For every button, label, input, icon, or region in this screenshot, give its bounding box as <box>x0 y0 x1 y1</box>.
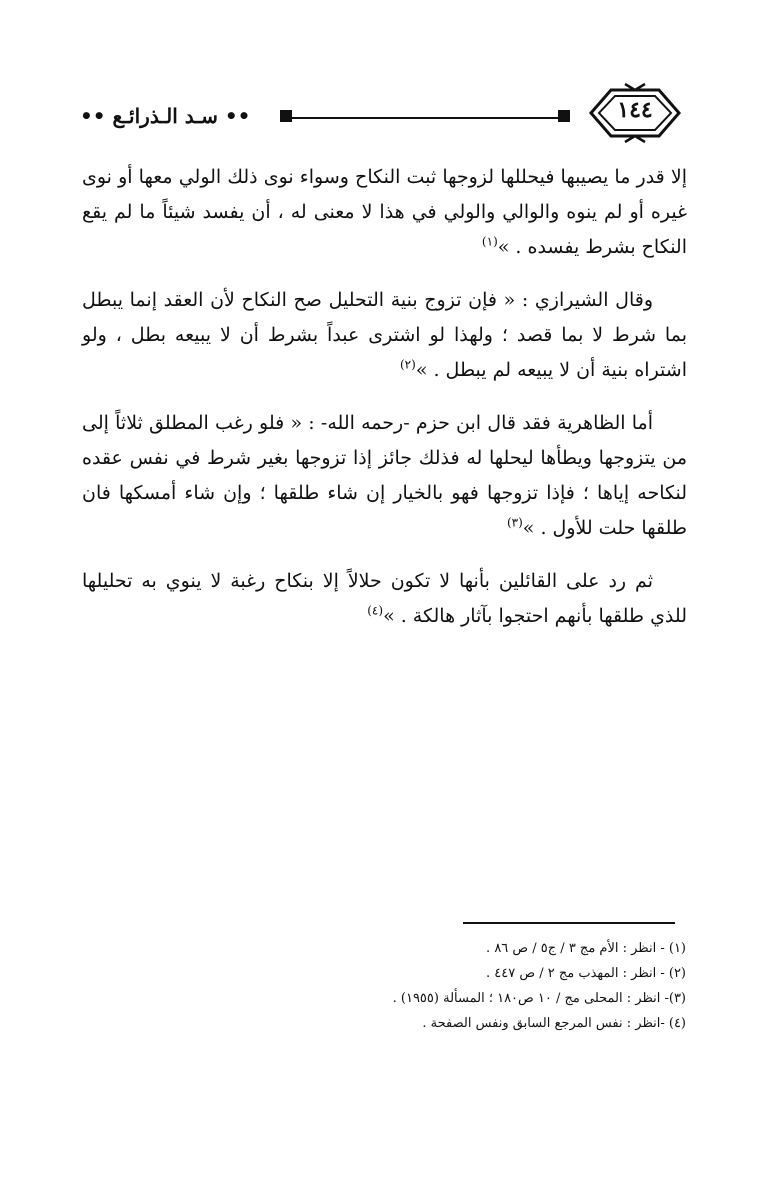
header-rule-cap-right <box>558 110 570 122</box>
paragraph-1 <box>82 160 687 265</box>
paragraph-text: أما الظاهرية فقد قال ابن حزم -رحمه الله- : « فلو رغب المطلق ثلاثاً إلى من يتزوجها ويطأها ليحلها له فذلك جائز إذا تزوجها بغير شرط في نفس عقده لنكاحه إياها ؛ فإذا تزوجها فهو بالخيار إن شاء طلقها ؛ وإن شاء أمسكها فان طلقها حلت للأول . » <box>82 412 687 539</box>
footnote-4: (٤) -انظر : نفس المرجع السابق ونفس الصفحة . <box>422 1016 686 1031</box>
main-text <box>82 160 687 652</box>
footnote-ref: (١) <box>481 234 498 249</box>
paragraph-text: ثم رد على القائلين بأنها لا تكون حلالاً إلا بنكاح رغبة لا ينوي به تحليلها للذي طلقها بأنهم احتجوا بآثار هالكة . » <box>82 570 687 627</box>
footnote-ref: (٤) <box>367 603 384 618</box>
paragraph-2 <box>82 283 687 388</box>
footnote-3: (٣)- انظر : المحلى مج / ١٠ ص١٨٠ ؛ المسألة (١٩٥٥) . <box>392 991 686 1006</box>
footnote-divider <box>463 922 675 924</box>
footnote-2: (٢) - انظر : المهذب مج ٢ / ص ٤٤٧ . <box>486 966 686 981</box>
footnote-ref: (٣) <box>506 515 523 530</box>
header-rule-cap-left <box>280 110 292 122</box>
paragraph-text: إلا قدر ما يصيبها فيحللها لزوجها ثبت النكاح وسواء نوى ذلك الولي معها أو نوى غيره أو لم ينوه والوالي والولي في هذا لا معنى له ، أن يفسد شيئاً ما لم يقع النكاح بشرط يفسده . » <box>82 166 687 258</box>
footnote-ref: (٢) <box>399 357 416 372</box>
page-header <box>80 82 685 144</box>
footnote-1: (١) - انظر : الأم مج ٣ / ج٥ / ص ٨٦ . <box>486 941 686 956</box>
running-title: •• سـد الـذرائـع •• <box>80 104 251 128</box>
footnotes <box>300 936 686 1036</box>
paragraph-4 <box>82 564 687 634</box>
paragraph-3 <box>82 406 687 546</box>
page-number: ١٤٤ <box>617 97 653 123</box>
page-number-ornament <box>585 82 685 144</box>
paragraph-text: وقال الشيرازي : « فإن تزوج بنية التحليل صح النكاح لأن العقد إنما يبطل بما شرط لا بما قصد ؛ ولهذا لو اشترى عبداً بشرط أن لا يبيعه بطل ، ولو اشتراه بنية أن لا يبيعه لم يبطل . » <box>82 289 687 381</box>
header-rule <box>280 117 570 119</box>
